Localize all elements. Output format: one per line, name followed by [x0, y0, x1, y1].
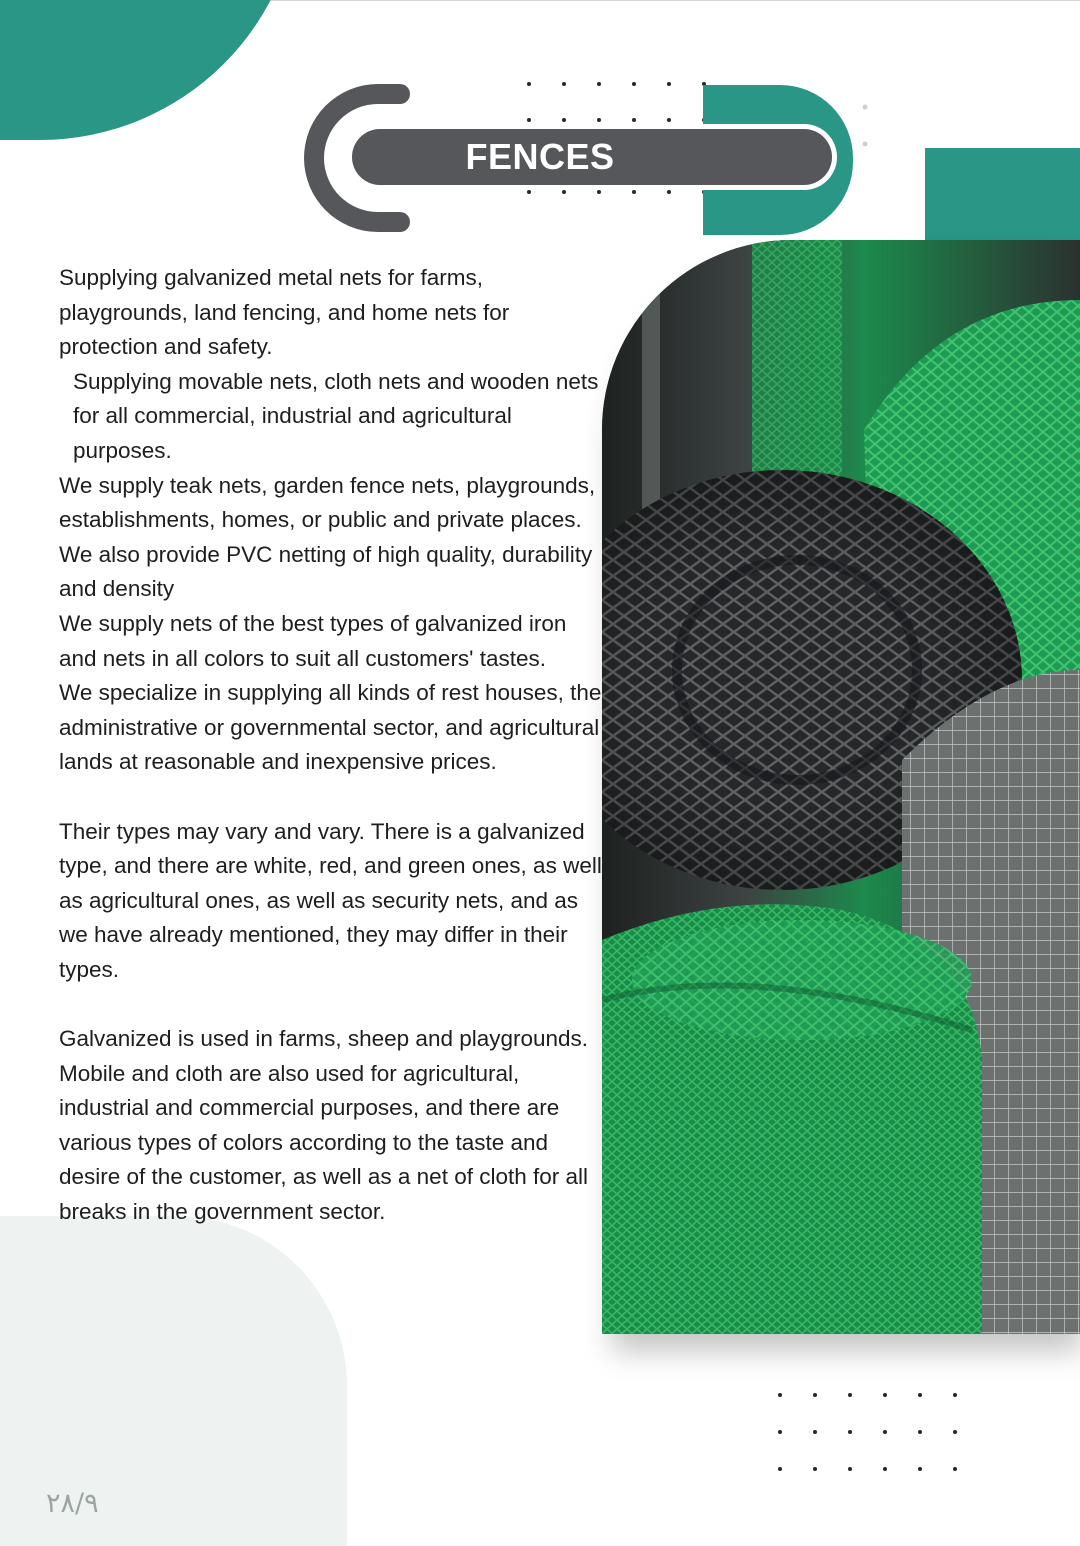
- paragraph-uses: Galvanized is used in farms, sheep and playgrounds. Mobile and cloth are also used for agricultural, industrial and commercial purposes, and there are various types of colors according to the taste and desire of the customer, as well as a net of cloth for all breaks in the government sector.: [59, 1026, 589, 1225]
- teal-accent-block: [925, 148, 1080, 243]
- paragraph-galvanized-nets: Supplying galvanized metal nets for farms, playgrounds, land fencing, and home nets for protection and safety.: [59, 265, 510, 360]
- corner-decoration: [0, 0, 300, 140]
- dot-grid-bottom: [778, 1393, 957, 1471]
- paragraph-specialization: We specialize in supplying all kinds of rest houses, the administrative or governmental sector, and agricultural lands at reasonable and inexpensive prices.: [59, 680, 602, 775]
- paragraph-galvanized-iron: We supply nets of the best types of galvanized iron and nets in all colors to suit all customers' tastes.: [59, 610, 567, 671]
- netting-rolls-photo: [602, 240, 1080, 1334]
- paragraph-movable-nets: Supplying movable nets, cloth nets and wooden nets for all commercial, industrial and agricultural purposes.: [73, 368, 599, 463]
- paragraph-teak-nets: We supply teak nets, garden fence nets, playgrounds, establishments, homes, or public and private places.: [59, 472, 596, 533]
- body-text: [59, 261, 604, 1230]
- paragraph-pvc-netting: We also provide PVC netting of high quality, durability and density: [59, 541, 593, 602]
- paragraph-types: Their types may vary and vary. There is a galvanized type, and there are white, red, and green ones, as well as agricultural ones, as well as security nets, and as we have already mentioned, they may differ in their types.: [59, 818, 602, 982]
- page-number: ٢٨/٩: [46, 1488, 99, 1519]
- page-title: FENCES: [465, 136, 615, 177]
